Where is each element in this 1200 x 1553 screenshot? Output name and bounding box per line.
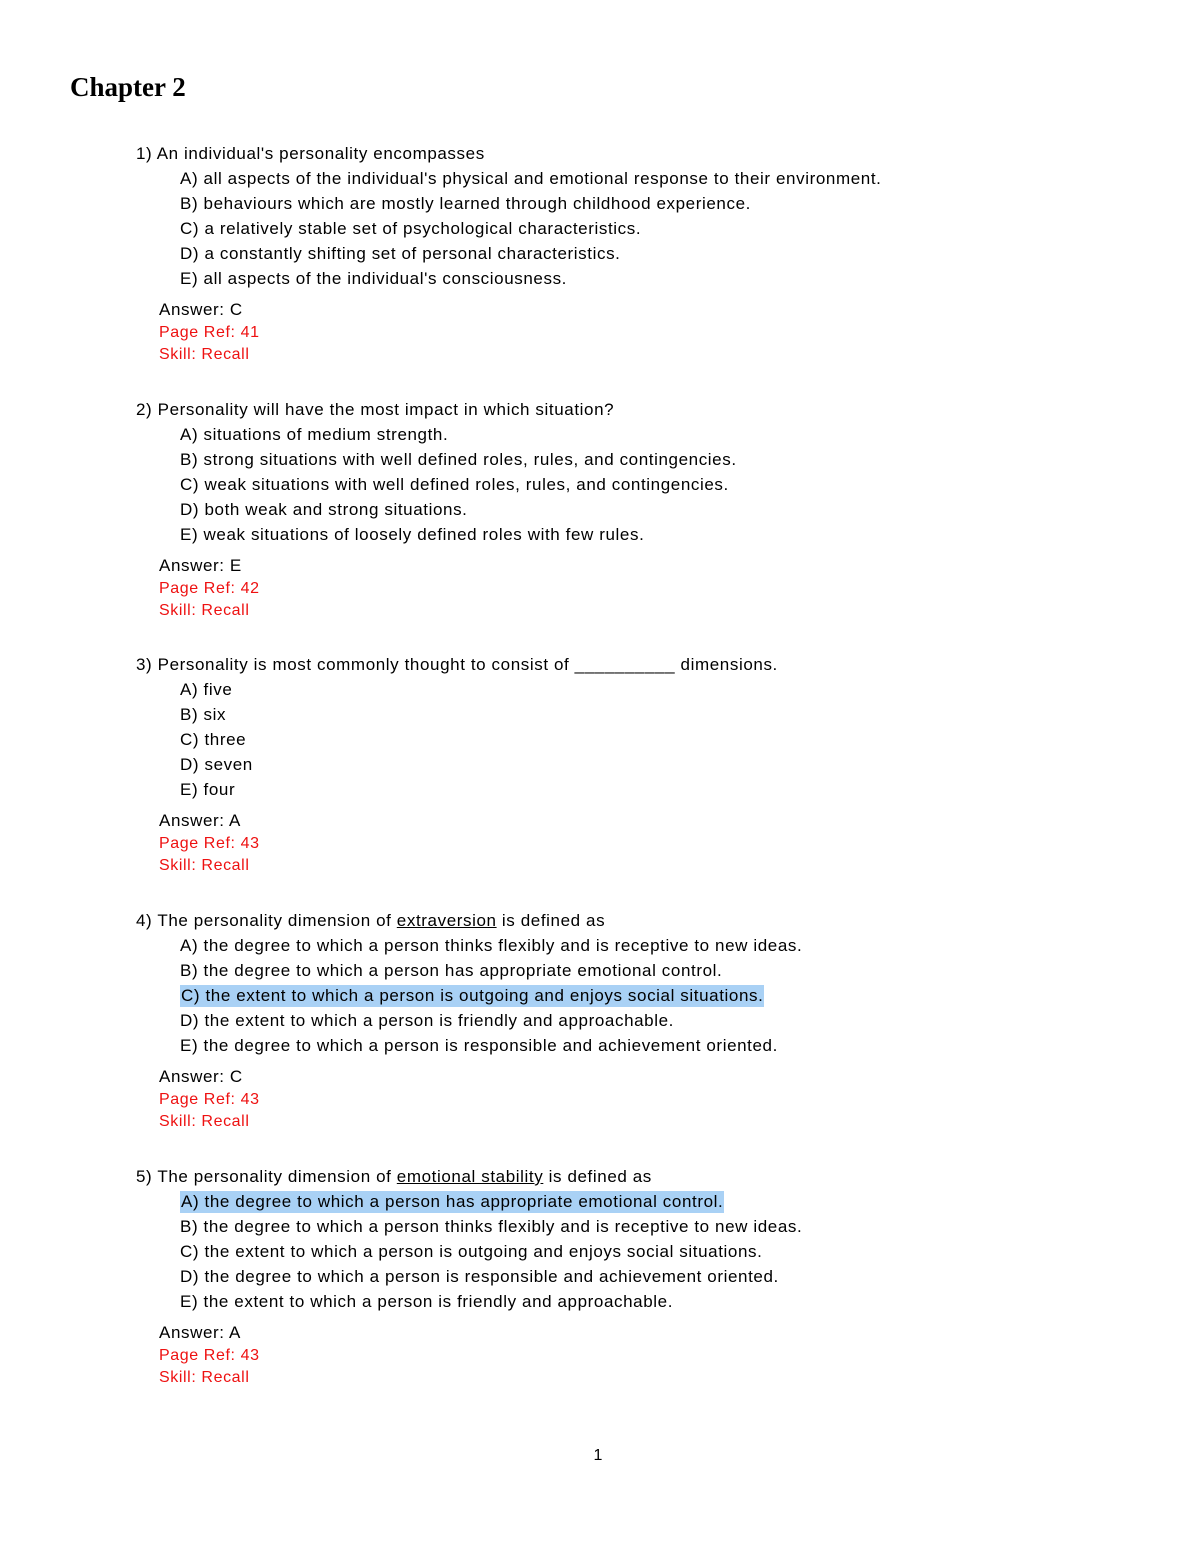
- option-text: all aspects of the individual's physical and emotional response to their environment.: [203, 169, 882, 188]
- option-a: [180, 933, 1136, 958]
- option-d: [180, 1264, 1136, 1289]
- option-b: [180, 447, 1136, 472]
- option-d: [180, 752, 1136, 777]
- option-text: three: [204, 730, 247, 749]
- option-label: D): [180, 755, 200, 774]
- option-a: [180, 677, 1136, 702]
- option-e: [180, 522, 1136, 547]
- option-label: E): [180, 269, 199, 288]
- option-label: A): [180, 425, 199, 444]
- answer-options: [180, 933, 1136, 1058]
- option-c: [180, 1239, 1136, 1264]
- option-a: [180, 422, 1136, 447]
- option-e: [180, 1033, 1136, 1058]
- question-stem-text: 3) Personality is most commonly thought to consist of __________ dimensions.: [136, 655, 778, 674]
- option-label: E): [180, 525, 199, 544]
- option-label: D): [180, 244, 200, 263]
- page-ref: Page Ref: 43: [159, 835, 260, 852]
- option-b: [180, 958, 1136, 983]
- question-stem: [136, 397, 1136, 422]
- answer-line: Answer: C: [159, 300, 243, 319]
- answer-options: [180, 1189, 1136, 1314]
- option-e: [180, 266, 1136, 291]
- option-text: all aspects of the individual's consciousness.: [203, 269, 568, 288]
- question-stem: [136, 141, 1136, 166]
- page-number: 1: [593, 1447, 603, 1464]
- option-label: C): [180, 475, 200, 494]
- option-c: [180, 472, 1136, 497]
- option-label: B): [180, 705, 199, 724]
- option-c: [180, 216, 1136, 241]
- highlighted-option: [180, 1191, 724, 1213]
- answer-line: Answer: E: [159, 556, 242, 575]
- question-stem-text: 5) The personality dimension of: [136, 1167, 397, 1186]
- option-label: D): [180, 500, 200, 519]
- option-label: D): [180, 1267, 200, 1286]
- answer-options: [180, 677, 1136, 802]
- option-text: a constantly shifting set of personal characteristics.: [204, 244, 621, 263]
- question-1: [136, 141, 1136, 366]
- option-a: [180, 1189, 1136, 1214]
- option-label: C): [180, 1242, 200, 1261]
- highlighted-option: [180, 985, 764, 1007]
- option-text: the degree to which a person has appropriate emotional control.: [204, 1192, 724, 1211]
- option-label: E): [180, 1036, 199, 1055]
- answer-line: Answer: A: [159, 811, 241, 830]
- option-c: [180, 983, 1136, 1008]
- skill-level: Skill: Recall: [159, 346, 250, 363]
- option-a: [180, 166, 1136, 191]
- question-3: [136, 652, 1136, 877]
- page-ref: Page Ref: 41: [159, 324, 260, 341]
- chapter-title: Chapter 2: [70, 72, 186, 102]
- skill-level: Skill: Recall: [159, 857, 250, 874]
- option-text: the degree to which a person is responsible and achievement oriented.: [204, 1267, 779, 1286]
- option-d: [180, 241, 1136, 266]
- question-stem-text: 1) An individual's personality encompasses: [136, 144, 485, 163]
- page-ref: Page Ref: 43: [159, 1347, 260, 1364]
- question-stem-suffix: is defined as: [543, 1167, 652, 1186]
- option-c: [180, 727, 1136, 752]
- option-label: C): [180, 219, 200, 238]
- option-label: C): [181, 986, 201, 1005]
- answer-options: [180, 422, 1136, 547]
- question-stem: [136, 652, 1136, 677]
- answer-options: [180, 166, 1136, 291]
- option-e: [180, 777, 1136, 802]
- page-ref: Page Ref: 43: [159, 1091, 260, 1108]
- question-5: [136, 1164, 1136, 1389]
- option-label: B): [180, 961, 199, 980]
- option-text: the extent to which a person is outgoing and enjoys social situations.: [205, 986, 764, 1005]
- option-b: [180, 702, 1136, 727]
- answer-line: Answer: A: [159, 1323, 241, 1342]
- question-stem: [136, 908, 1136, 933]
- option-text: the extent to which a person is friendly and approachable.: [204, 1011, 674, 1030]
- option-text: six: [203, 705, 227, 724]
- option-text: a relatively stable set of psychological characteristics.: [204, 219, 642, 238]
- option-d: [180, 1008, 1136, 1033]
- defined-term: emotional stability: [396, 1167, 544, 1186]
- option-label: B): [180, 194, 199, 213]
- option-text: behaviours which are mostly learned through childhood experience.: [203, 194, 751, 213]
- option-label: B): [180, 450, 199, 469]
- option-text: the degree to which a person is responsible and achievement oriented.: [203, 1036, 778, 1055]
- option-label: C): [180, 730, 200, 749]
- question-4: [136, 908, 1136, 1133]
- option-e: [180, 1289, 1136, 1314]
- option-text: strong situations with well defined roles, rules, and contingencies.: [203, 450, 737, 469]
- option-text: seven: [204, 755, 253, 774]
- option-label: A): [180, 936, 199, 955]
- option-label: E): [180, 780, 199, 799]
- question-stem-suffix: is defined as: [496, 911, 606, 930]
- option-text: the extent to which a person is friendly and approachable.: [203, 1292, 674, 1311]
- option-label: A): [180, 680, 199, 699]
- defined-term: extraversion: [396, 911, 497, 930]
- option-text: the extent to which a person is outgoing and enjoys social situations.: [204, 1242, 763, 1261]
- skill-level: Skill: Recall: [159, 1369, 250, 1386]
- question-stem: [136, 1164, 1136, 1189]
- option-text: the degree to which a person thinks flexibly and is receptive to new ideas.: [203, 1217, 803, 1236]
- question-2: [136, 397, 1136, 622]
- question-stem-text: 4) The personality dimension of: [136, 911, 397, 930]
- option-label: B): [180, 1217, 199, 1236]
- option-text: weak situations with well defined roles, rules, and contingencies.: [204, 475, 729, 494]
- option-label: A): [180, 169, 199, 188]
- option-d: [180, 497, 1136, 522]
- option-text: the degree to which a person has appropriate emotional control.: [203, 961, 723, 980]
- option-text: both weak and strong situations.: [204, 500, 468, 519]
- option-text: weak situations of loosely defined roles with few rules.: [203, 525, 645, 544]
- answer-line: Answer: C: [159, 1067, 243, 1086]
- option-b: [180, 1214, 1136, 1239]
- option-text: situations of medium strength.: [203, 425, 449, 444]
- option-label: D): [180, 1011, 200, 1030]
- page-ref: Page Ref: 42: [159, 580, 260, 597]
- skill-level: Skill: Recall: [159, 602, 250, 619]
- option-label: A): [181, 1192, 200, 1211]
- option-label: E): [180, 1292, 199, 1311]
- option-b: [180, 191, 1136, 216]
- skill-level: Skill: Recall: [159, 1113, 250, 1130]
- question-stem-text: 2) Personality will have the most impact in which situation?: [136, 400, 615, 419]
- option-text: four: [203, 780, 236, 799]
- option-text: five: [203, 680, 233, 699]
- option-text: the degree to which a person thinks flexibly and is receptive to new ideas.: [203, 936, 803, 955]
